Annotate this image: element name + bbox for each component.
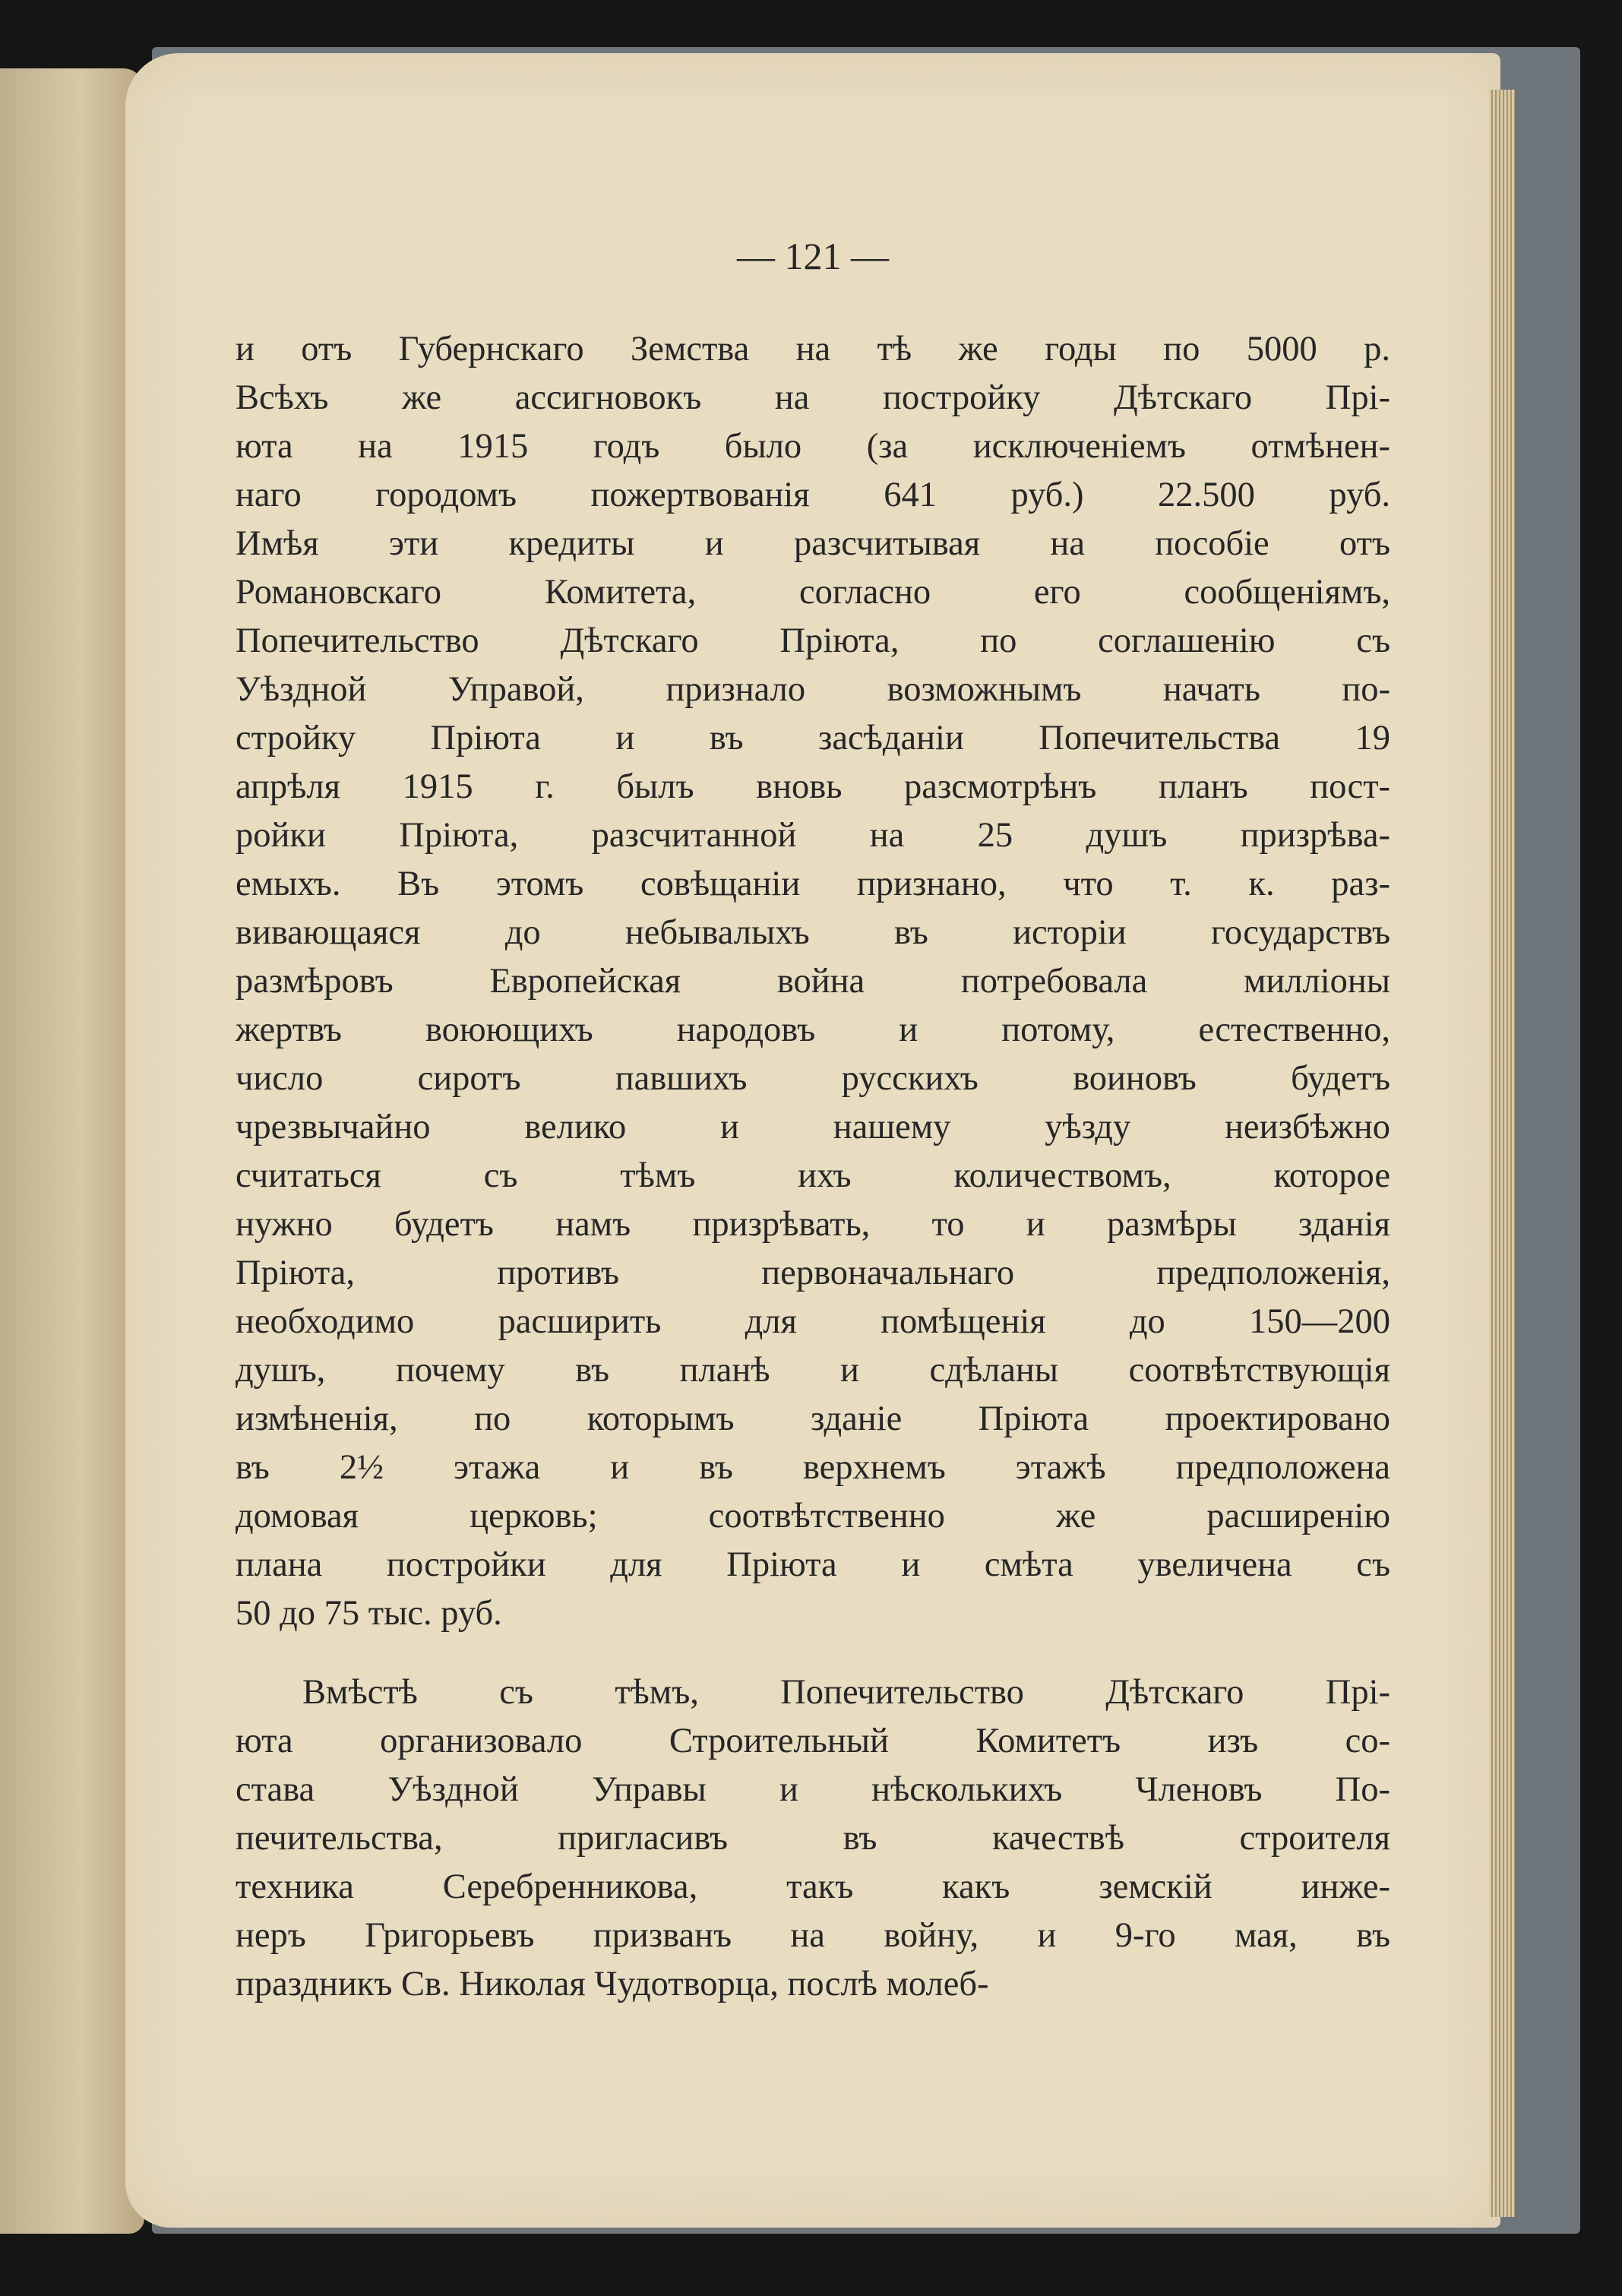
text-line: юта организовало Строительный Комитетъ изъ со- bbox=[236, 1722, 1390, 1760]
text-line: Романовскаго Комитета, согласно его сообщеніямъ, bbox=[236, 573, 1390, 612]
text-line: размѣровъ Европейская война потребовала милліоны bbox=[236, 962, 1390, 1001]
text-line: Уѣздной Управой, признало возможнымъ начать по- bbox=[236, 670, 1390, 709]
text-line: апрѣля 1915 г. былъ вновь разсмотрѣнъ планъ пост- bbox=[236, 767, 1390, 806]
text-line: плана постройки для Пріюта и смѣта увеличена съ bbox=[236, 1545, 1390, 1584]
text-line: става Уѣздной Управы и нѣсколькихъ Членовъ По- bbox=[236, 1770, 1390, 1809]
paragraph-2 bbox=[236, 1668, 1390, 2009]
paragraph-1 bbox=[236, 325, 1390, 1638]
text-line: праздникъ Св. Николая Чудотворца, послѣ молеб- bbox=[236, 1965, 989, 2003]
text-line: наго городомъ пожертвованія 641 руб.) 22.500 руб. bbox=[236, 476, 1390, 514]
left-page-edge bbox=[0, 68, 144, 2234]
text-line: Имѣя эти кредиты и разсчитывая на пособіе отъ bbox=[236, 524, 1390, 563]
text-line: нужно будетъ намъ призрѣвать, то и размѣры зданія bbox=[236, 1205, 1390, 1244]
text-line: неръ Григорьевъ призванъ на войну, и 9-го мая, въ bbox=[236, 1916, 1390, 1955]
text-line: въ 2½ этажа и въ верхнемъ этажѣ предположена bbox=[236, 1448, 1390, 1487]
text-line: жертвъ воюющихъ народовъ и потому, естественно, bbox=[236, 1010, 1390, 1049]
paragraph-gap bbox=[236, 1638, 1390, 1668]
text-line: стройку Пріюта и въ засѣданіи Попечительства 19 bbox=[236, 719, 1390, 757]
text-line: ройки Пріюта, разсчитанной на 25 душъ призрѣва- bbox=[236, 816, 1390, 855]
page-number: — 121 — bbox=[737, 235, 889, 277]
page-edges bbox=[1489, 90, 1515, 2217]
text-line: Вмѣстѣ съ тѣмъ, Попечительство Дѣтскаго Прі- bbox=[302, 1673, 1390, 1712]
text-line: 50 до 75 тыс. руб. bbox=[236, 1594, 502, 1633]
text-line: измѣненія, по которымъ зданіе Пріюта проектировано bbox=[236, 1399, 1390, 1438]
text-line: число сиротъ павшихъ русскихъ воиновъ будетъ bbox=[236, 1059, 1390, 1098]
text-line: емыхъ. Въ этомъ совѣщаніи признано, что т. к. раз- bbox=[236, 865, 1390, 903]
text-line: Попечительство Дѣтскаго Пріюта, по соглашенію съ bbox=[236, 621, 1390, 660]
text-line: вивающаяся до небывалыхъ въ исторіи государствъ bbox=[236, 913, 1390, 952]
body-text bbox=[236, 325, 1390, 2009]
text-line: считаться съ тѣмъ ихъ количествомъ, которое bbox=[236, 1156, 1390, 1195]
text-line: техника Серебренникова, такъ какъ земскій инже- bbox=[236, 1867, 1390, 1906]
book-page bbox=[125, 53, 1500, 2228]
text-line: печительства, пригласивъ въ качествѣ строителя bbox=[236, 1819, 1390, 1858]
text-line: Всѣхъ же ассигновокъ на постройку Дѣтскаго Прі- bbox=[236, 378, 1390, 417]
text-line: Пріюта, противъ первоначальнаго предположенія, bbox=[236, 1254, 1390, 1292]
text-line: необходимо расширить для помѣщенія до 150—200 bbox=[236, 1302, 1390, 1341]
text-line: и отъ Губернскаго Земства на тѣ же годы по 5000 р. bbox=[236, 330, 1390, 368]
text-line: юта на 1915 годъ было (за исключеніемъ отмѣнен- bbox=[236, 427, 1390, 466]
text-line: душъ, почему въ планѣ и сдѣланы соотвѣтствующія bbox=[236, 1351, 1390, 1390]
text-line: чрезвычайно велико и нашему уѣзду неизбѣжно bbox=[236, 1108, 1390, 1146]
text-line: домовая церковь; соотвѣтственно же расширенію bbox=[236, 1497, 1390, 1535]
